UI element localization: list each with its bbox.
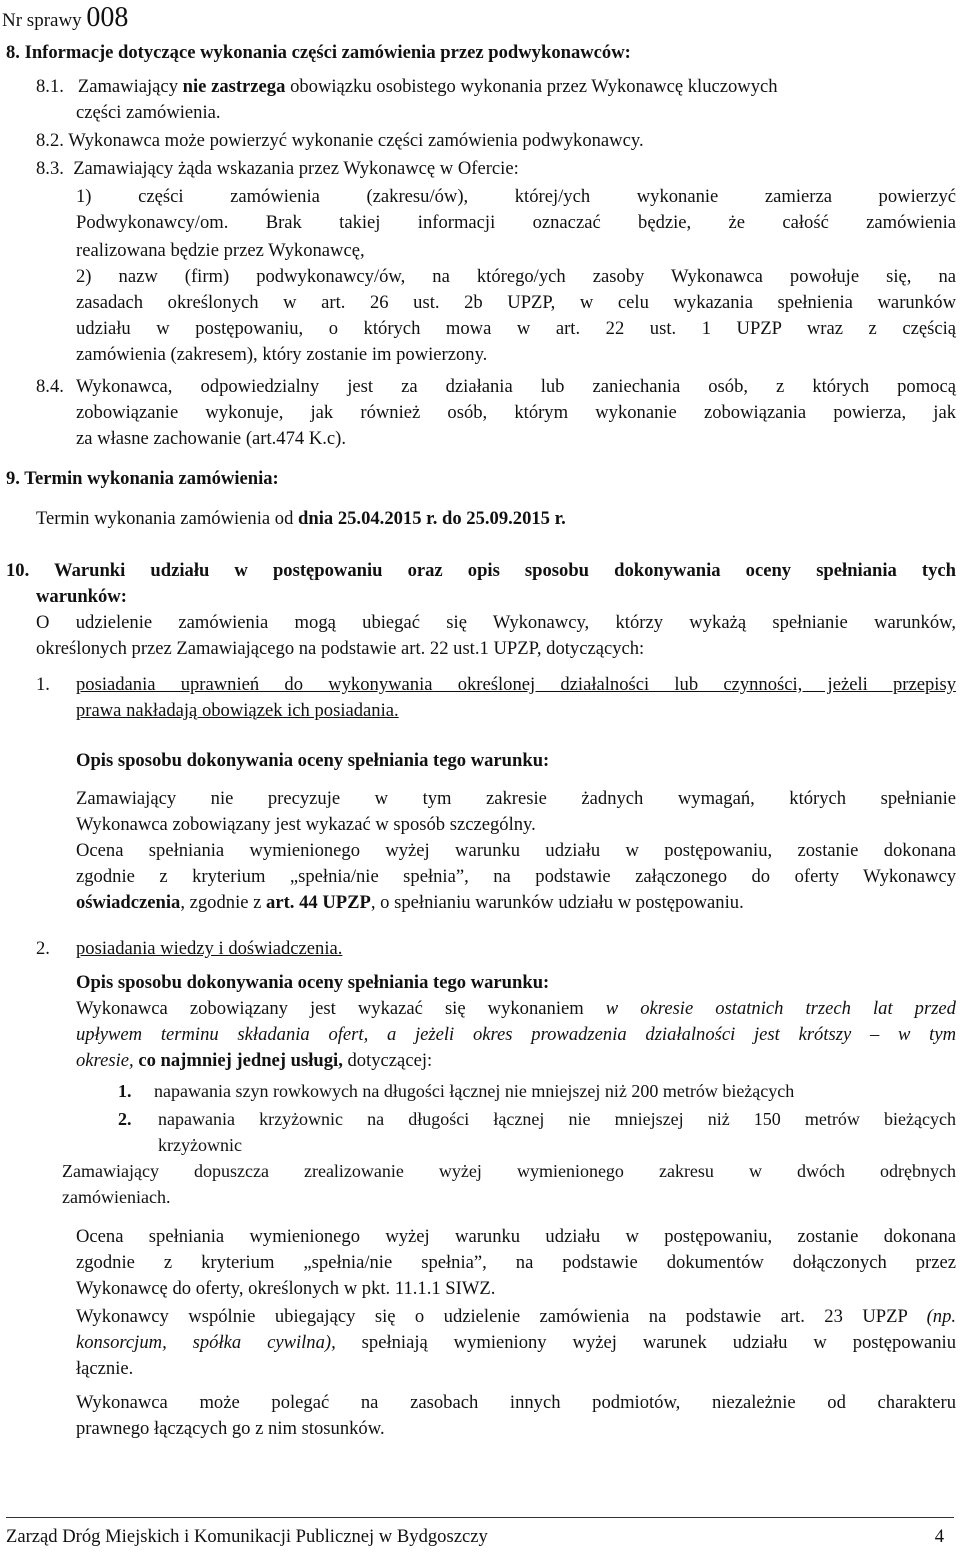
condition-2-p1: Wykonawca zobowiązany jest wykazać się wykonaniem w okresie ostatnich trzech lat przed upływem terminu składania ofert, a jeżeli okres prowadzenia działalności jest krótszy – w tym <box>76 998 956 1045</box>
condition-2-p2-end: zamówieniach. <box>62 1187 171 1207</box>
footer-page-number: 4 <box>934 1526 944 1547</box>
section-8-3-item-1-end: realizowana będzie przez Wykonawcę, <box>76 240 365 261</box>
section-8-3-item-1: 1) części zamówienia (zakresu/ów), której/ych wykonanie zamierza powierzyć Podwykonawcy/om. Brak takiej informacji oznaczać będzie, że całość zamówienia <box>76 186 956 233</box>
condition-2-opis-heading: Opis sposobu dokonywania oceny spełniania tego warunku: <box>76 972 550 993</box>
condition-2-sub-1: 1. napawania szyn rowkowych na długości łącznej nie mniejszej niż 200 metrów bieżących <box>118 1081 795 1101</box>
condition-2-sub-2: napawania krzyżownic na długości łącznej nie mniejszej niż 150 metrów bieżących <box>158 1109 956 1129</box>
section-8-4-num: 8.4. <box>36 376 64 397</box>
condition-2-num: 2. <box>36 938 50 959</box>
case-number-header <box>2 4 128 32</box>
condition-2-p3: Ocena spełniania wymienionego wyżej warunku udziału w postępowaniu, zostanie dokonana zgodnie z kryterium „spełnia/nie spełnia”, na podstawie dokumentów dołączonych przez <box>76 1226 956 1273</box>
condition-1-p2-end: oświadczenia, zgodnie z art. 44 UPZP, o spełnianiu warunków udziału w postępowaniu. <box>76 892 744 913</box>
section-8-3: 8.3. Zamawiający żąda wskazania przez Wykonawcę w Ofercie: <box>36 158 519 179</box>
condition-1-title-end: prawa nakładają obowiązek ich posiadania. <box>76 700 399 721</box>
section-8-2: 8.2. Wykonawca może powierzyć wykonanie części zamówienia podwykonawcy. <box>36 130 644 151</box>
condition-1-p2: Ocena spełniania wymienionego wyżej warunku udziału w postępowaniu, zostanie dokonana zgodnie z kryterium „spełnia/nie spełnia”, na podstawie załączonego do oferty Wykonawcy <box>76 840 956 887</box>
section-8-3-item-2: 2) nazw (firm) podwykonawcy/ów, na którego/ych zasoby Wykonawca powołuje się, na zasadach określonych w art. 26 ust. 2b UPZP, w celu wykazania spełnienia warunków udziału w postępowaniu, o których mowa w art. 22 ust. 1 UPZP wraz z częścią <box>76 266 956 339</box>
section-8-4-end: za własne zachowanie (art.474 K.c). <box>76 428 346 449</box>
term-text: Termin wykonania zamówienia od dnia 25.04.2015 r. do 25.09.2015 r. <box>36 508 566 529</box>
condition-2-title: posiadania wiedzy i doświadczenia. <box>76 938 343 959</box>
condition-2-p4-end: łącznie. <box>76 1358 134 1379</box>
section-8-1-cont: części zamówienia. <box>76 102 221 123</box>
case-number-value: 008 <box>86 2 129 33</box>
condition-2-p2: Zamawiający dopuszcza zrealizowanie wyżej wymienionego zakresu w dwóch odrębnych <box>62 1161 956 1181</box>
section-10-heading-end: warunków: <box>36 586 127 607</box>
condition-2-p1-end: okresie, co najmniej jednej usługi, dotyczącej: <box>76 1050 433 1071</box>
condition-1-p1: Zamawiający nie precyzuje w tym zakresie żadnych wymagań, których spełnianie <box>76 788 956 809</box>
section-10-heading: 10. Warunki udziału w postępowaniu oraz opis sposobu dokonywania oceny spełniania tych <box>6 560 956 581</box>
case-number-label: Nr sprawy <box>2 10 82 31</box>
section-10-intro: O udzielenie zamówienia mogą ubiegać się Wykonawcy, którzy wykażą spełnianie warunków, <box>36 612 956 633</box>
footer-org: Zarząd Dróg Miejskich i Komunikacji Publicznej w Bydgoszczy <box>6 1526 488 1547</box>
section-8-4: Wykonawca, odpowiedzialny jest za działania lub zaniechania osób, z których pomocą zobowiązanie wykonuje, jak również osób, którym wykonanie zobowiązania powierza, jak <box>76 376 956 423</box>
condition-2-p5: Wykonawca może polegać na zasobach innych podmiotów, niezależnie od charakteru <box>76 1392 956 1413</box>
condition-2-p4: Wykonawcy wspólnie ubiegający się o udzielenie zamówienia na podstawie art. 23 UPZP (np. konsorcjum, spółka cywilna), spełniają wymieniony wyżej warunek udziału w postępowaniu <box>76 1306 957 1353</box>
condition-1-p1-end: Wykonawca zobowiązany jest wykazać w sposób szczególny. <box>76 814 536 835</box>
condition-2-p5-end: prawnego łączących go z nim stosunków. <box>76 1418 385 1439</box>
condition-2-p3-end: Wykonawcę do oferty, określonych w pkt. 11.1.1 SIWZ. <box>76 1278 496 1299</box>
footer-rule <box>6 1517 954 1518</box>
condition-1-title: posiadania uprawnień do wykonywania określonej działalności lub czynności, jeżeli przepisy <box>76 674 956 695</box>
section-10-intro-end: określonych przez Zamawiającego na podstawie art. 22 ust.1 UPZP, dotyczących: <box>36 638 645 659</box>
section-9-heading: 9. Termin wykonania zamówienia: <box>6 468 279 489</box>
condition-2-sub-2-end: krzyżownic <box>158 1135 242 1155</box>
condition-1-opis-heading: Opis sposobu dokonywania oceny spełniania tego warunku: <box>76 750 550 771</box>
condition-1-num: 1. <box>36 674 50 695</box>
section-8-1: 8.1. Zamawiający nie zastrzega obowiązku osobistego wykonania przez Wykonawcę kluczowych <box>36 76 778 97</box>
section-8-heading: 8. Informacje dotyczące wykonania części zamówienia przez podwykonawców: <box>6 42 631 63</box>
condition-2-sub-2-num: 2. <box>118 1109 132 1129</box>
section-8-3-item-2-end: zamówienia (zakresem), który zostanie im powierzony. <box>76 344 488 365</box>
